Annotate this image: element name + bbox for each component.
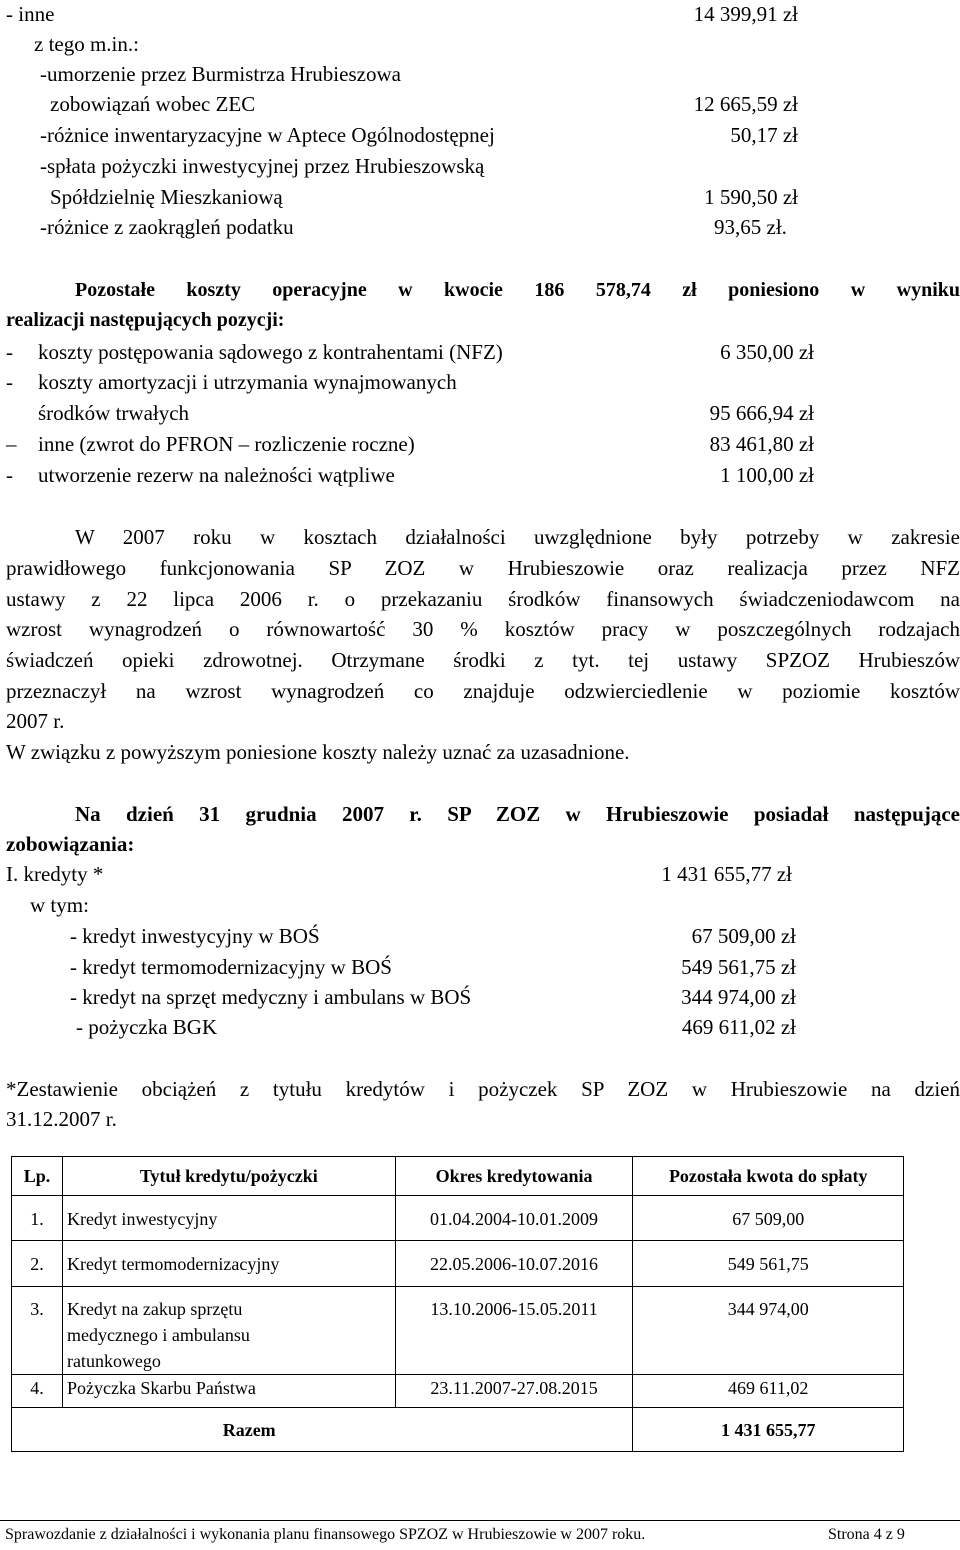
inne-value: 14 399,91 zł bbox=[693, 2, 798, 26]
list-item-line: -umorzenie przez Burmistrza Hrubieszowa bbox=[40, 62, 401, 86]
liabilities-heading: Na dzień 31 grudnia 2007 r. SP ZOZ w Hrubieszowie posiadał następujące bbox=[75, 802, 960, 826]
liability-item-value: 469 611,02 zł bbox=[681, 1015, 796, 1039]
cell-title: Pożyczka Skarbu Państwa bbox=[62, 1375, 395, 1408]
op-bullet: - bbox=[6, 340, 13, 364]
paragraph-line: wzrost wynagrodzeń o równowartość 30 % kosztów pracy w poszczególnych rodzajach bbox=[6, 617, 960, 641]
inne-label: - inne bbox=[6, 2, 55, 26]
paragraph-line: świadczeń opieki zdrowotnej. Otrzymane środki z tyt. tej ustawy SPZOZ Hrubieszów bbox=[6, 648, 960, 672]
cell-period: 23.11.2007-27.08.2015 bbox=[395, 1375, 633, 1408]
wtym-label: w tym: bbox=[30, 893, 89, 917]
op-bullet: - bbox=[6, 370, 13, 394]
cell-lp: 3. bbox=[12, 1287, 63, 1375]
cell-title: Kredyt inwestycyjny bbox=[62, 1196, 395, 1241]
table-row bbox=[12, 1241, 904, 1287]
list-item-line: -spłata pożyczki inwestycyjnej przez Hrubieszowską bbox=[40, 154, 485, 178]
op-bullet: – bbox=[6, 432, 17, 456]
liability-item-label: - pożyczka BGK bbox=[76, 1015, 218, 1039]
list-item-line: zobowiązań wobec ZEC bbox=[50, 92, 256, 116]
paragraph-line: prawidłowego funkcjonowania SP ZOZ w Hrubieszowie oraz realizacja przez NFZ bbox=[6, 556, 960, 580]
credits-table bbox=[11, 1156, 904, 1452]
cell-title: Kredyt termomodernizacyjny bbox=[62, 1241, 395, 1287]
total-value: 1 431 655,77 bbox=[633, 1408, 904, 1452]
z-tego-label: z tego m.in.: bbox=[34, 32, 139, 56]
cell-period: 13.10.2006-15.05.2011 bbox=[395, 1287, 633, 1375]
table-row bbox=[12, 1196, 904, 1241]
cell-period: 01.04.2004-10.01.2009 bbox=[395, 1196, 633, 1241]
cell-amount: 67 509,00 bbox=[633, 1196, 904, 1241]
cell-title: Kredyt na zakup sprzętu medycznego i ambulansu ratunkowego bbox=[62, 1287, 395, 1375]
cell-period: 22.05.2006-10.07.2016 bbox=[395, 1241, 633, 1287]
paragraph-line: W 2007 roku w kosztach działalności uwzględnione były potrzeby w zakresie bbox=[75, 525, 960, 549]
liability-item-value: 549 561,75 zł bbox=[681, 955, 796, 979]
cell-lp: 1. bbox=[12, 1196, 63, 1241]
paragraph-line: ustawy z 22 lipca 2006 r. o przekazaniu środków finansowych świadczeniodawcom na bbox=[6, 587, 960, 611]
list-item-line: Spółdzielnię Mieszkaniową bbox=[50, 185, 283, 209]
paragraph-line: przeznaczył na wzrost wynagrodzeń co znajduje odzwierciedlenie w poziomie kosztów bbox=[6, 679, 960, 703]
liability-item-label: - kredyt inwestycyjny w BOŚ bbox=[70, 924, 320, 948]
paragraph-line: 2007 r. bbox=[6, 709, 65, 733]
op-item-value: 95 666,94 zł bbox=[709, 401, 814, 425]
list-item-value: 1 590,50 zł bbox=[704, 185, 798, 209]
op-costs-heading-cont: realizacji następujących pozycji: bbox=[6, 309, 285, 331]
credit-label: I. kredyty * bbox=[6, 862, 104, 886]
list-item-value: 93,65 zł. bbox=[714, 215, 787, 239]
op-item-line: koszty postępowania sądowego z kontrahentami (NFZ) bbox=[38, 340, 503, 364]
op-item-value: 83 461,80 zł bbox=[709, 432, 814, 456]
liability-item-label: - kredyt na sprzęt medyczny i ambulans w BOŚ bbox=[70, 985, 472, 1009]
column-header: Tytuł kredytu/pożyczki bbox=[62, 1157, 395, 1196]
cell-amount: 549 561,75 bbox=[633, 1241, 904, 1287]
credit-value: 1 431 655,77 zł bbox=[661, 862, 792, 886]
liabilities-heading-cont: zobowiązania: bbox=[6, 832, 135, 856]
op-costs-heading: Pozostałe koszty operacyjne w kwocie 186 578,74 zł poniesiono w wyniku bbox=[75, 279, 960, 301]
page-number: Strona 4 z 9 bbox=[828, 1526, 905, 1543]
cell-lp: 2. bbox=[12, 1241, 63, 1287]
liability-item-value: 344 974,00 zł bbox=[681, 985, 796, 1009]
op-bullet: - bbox=[6, 463, 13, 487]
liability-item-value: 67 509,00 zł bbox=[691, 924, 796, 948]
op-item-value: 6 350,00 zł bbox=[720, 340, 814, 364]
total-label: Razem bbox=[12, 1408, 633, 1452]
list-item-line: -różnice inwentaryzacyjne w Aptece Ogólnodostępnej bbox=[40, 123, 495, 147]
paragraph-conclusion: W związku z powyższym poniesione koszty należy uznać za uzasadnione. bbox=[6, 740, 630, 764]
op-item-line: środków trwałych bbox=[38, 401, 190, 425]
table-total-row bbox=[12, 1408, 904, 1452]
note-line: *Zestawienie obciążeń z tytułu kredytów i pożyczek SP ZOZ w Hrubieszowie na dzień bbox=[6, 1077, 960, 1101]
table-header-row bbox=[12, 1157, 904, 1196]
footer-text: Sprawozdanie z działalności i wykonania planu finansowego SPZOZ w Hrubieszowie w 2007 roku. bbox=[5, 1526, 646, 1543]
table-row bbox=[12, 1287, 904, 1375]
list-item-value: 50,17 zł bbox=[730, 123, 798, 147]
op-item-line: koszty amortyzacji i utrzymania wynajmowanych bbox=[38, 370, 457, 394]
list-item-line: -różnice z zaokrągleń podatku bbox=[40, 215, 294, 239]
liability-item-label: - kredyt termomodernizacyjny w BOŚ bbox=[70, 955, 392, 979]
cell-amount: 469 611,02 bbox=[633, 1375, 904, 1408]
column-header: Lp. bbox=[12, 1157, 63, 1196]
table-row bbox=[12, 1375, 904, 1408]
list-item-value: 12 665,59 zł bbox=[693, 92, 798, 116]
op-item-line: utworzenie rezerw na należności wątpliwe bbox=[38, 463, 395, 487]
cell-amount: 344 974,00 bbox=[633, 1287, 904, 1375]
page-footer bbox=[0, 1520, 960, 1549]
op-item-line: inne (zwrot do PFRON – rozliczenie roczne) bbox=[38, 432, 415, 456]
column-header: Okres kredytowania bbox=[395, 1157, 633, 1196]
op-item-value: 1 100,00 zł bbox=[720, 463, 814, 487]
cell-lp: 4. bbox=[12, 1375, 63, 1408]
column-header: Pozostała kwota do spłaty bbox=[633, 1157, 904, 1196]
note-line: 31.12.2007 r. bbox=[6, 1107, 117, 1131]
